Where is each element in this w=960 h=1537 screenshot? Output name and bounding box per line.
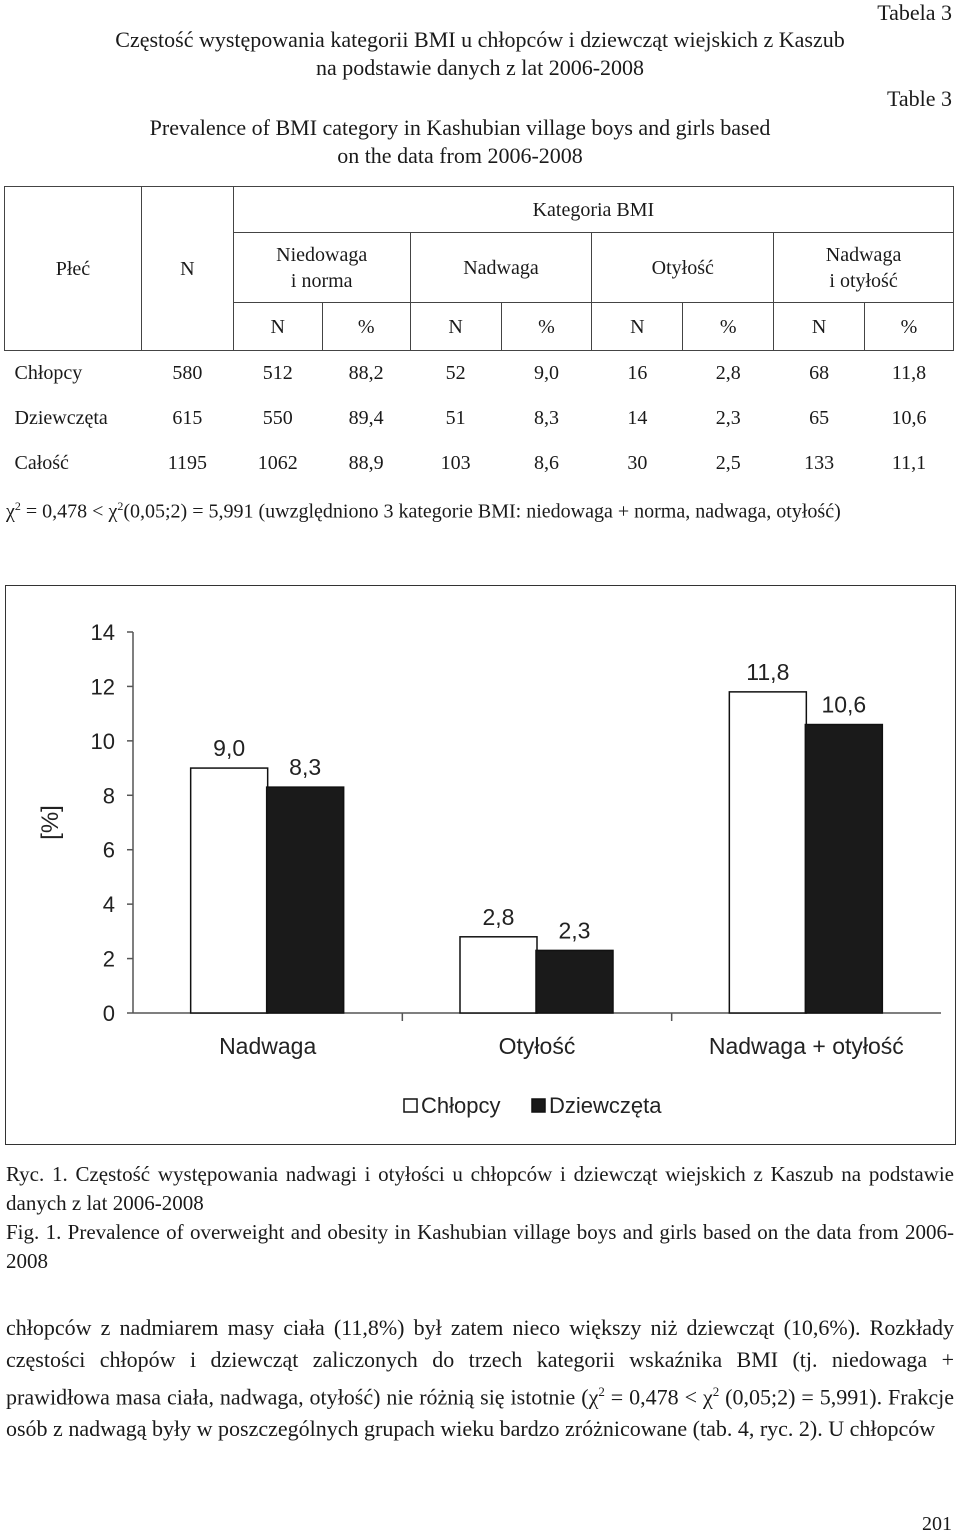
title-pl-line-2: na podstawie danych z lat 2006-2008 <box>315 55 645 80</box>
header-nio-line-1: Nadwaga <box>825 243 902 266</box>
cell: 10,6 <box>891 407 927 429</box>
y-tick-label: 6 <box>102 837 115 863</box>
category-label: Nadwaga + otyłość <box>708 1033 904 1059</box>
sub-n: N <box>233 303 322 351</box>
table-number-en: Table 3 <box>886 86 952 111</box>
header-niedowaga-norma <box>233 233 410 303</box>
chi-symbol: χ <box>6 500 15 523</box>
sub-pct: % <box>501 303 592 351</box>
cell: 133 <box>804 452 835 474</box>
cell: 68 <box>809 362 830 385</box>
y-tick-label: 12 <box>90 674 115 700</box>
header-plec: Płeć <box>5 187 142 351</box>
bar <box>536 950 613 1013</box>
table-row <box>5 351 954 396</box>
category-label: Nadwaga <box>219 1033 317 1059</box>
header-kategoria-bmi: Kategoria BMI <box>233 187 953 233</box>
y-tick-label: 8 <box>102 783 115 809</box>
chi-sup: 2 <box>14 499 21 513</box>
cell: 65 <box>809 407 830 429</box>
data-label: 8,3 <box>289 754 322 781</box>
cell: 89,4 <box>348 407 384 429</box>
bar <box>460 937 537 1013</box>
cell: 580 <box>172 362 203 385</box>
header-niedowaga-line-2: i norma <box>290 269 353 292</box>
data-label: 9,0 <box>213 735 246 762</box>
cell: 512 <box>262 362 293 385</box>
data-label: 2,3 <box>558 917 591 944</box>
cell: 615 <box>172 407 203 429</box>
body-part-2: = 0,478 < <box>604 1384 703 1410</box>
cell: 52 <box>445 362 466 385</box>
row-label: Dziewczęta <box>14 407 108 429</box>
chi-square-note <box>6 492 954 526</box>
cell: 88,9 <box>348 452 384 474</box>
bar <box>191 768 268 1013</box>
cell: 8,3 <box>533 407 559 429</box>
y-tick-label: 2 <box>102 946 115 972</box>
cell: 2,8 <box>715 362 741 385</box>
header-n: N <box>141 187 233 351</box>
caption-en: Fig. 1. Prevalence of overweight and obesity in Kashubian village boys and girls based on the data from 2006-2008 <box>6 1220 954 1273</box>
cell: 1195 <box>167 452 207 474</box>
legend-swatch <box>404 1099 417 1112</box>
body-paragraph <box>6 1312 954 1445</box>
legend-label: Chłopcy <box>421 1093 501 1118</box>
figure-caption <box>6 1160 954 1276</box>
row-label: Całość <box>14 452 69 474</box>
bar-chart <box>6 586 954 1143</box>
chi-sup: 2 <box>598 1384 605 1399</box>
body-part-1: chłopców z nadmiarem masy ciała (11,8%) był zatem nieco większy niż dziewcząt (10,6%). Rozkłady częstości chłopów i dziewcząt zaliczonych do trzech kategorii wskaźnika BMI (tj. niedowaga + prawidłowa masa ciała, nadwaga, otyłość) nie różnią się istotnie ( <box>6 1315 954 1410</box>
cell: 103 <box>440 452 471 474</box>
cell: 88,2 <box>348 362 384 385</box>
table-title-en <box>40 114 880 170</box>
title-pl-line-1: Częstość występowania kategorii BMI u chłopców i dziewcząt wiejskich z Kaszub <box>115 27 845 52</box>
table-row <box>5 396 954 441</box>
table-number-pl: Tabela 3 <box>877 0 952 25</box>
header-otylosc: Otyłość <box>592 233 774 303</box>
header-nadwaga-otylosc <box>774 233 954 303</box>
body-part-3: (0,05;2) = 5,991). Frakcje osób z nadwagą były w poszczególnych grupach wieku bardzo zróżnicowane (tab. 4, ryc. 2). U chłopców <box>6 1384 954 1442</box>
sub-pct: % <box>865 303 954 351</box>
y-tick-label: 0 <box>102 1001 115 1026</box>
caption-pl: Ryc. 1. Częstość występowania nadwagi i otyłości u chłopców i dziewcząt wiejskich z Kaszub na podstawie danych z lat 2006-2008 <box>6 1162 954 1215</box>
y-axis-label: [%] <box>37 805 64 840</box>
header-nadwaga: Nadwaga <box>410 233 592 303</box>
cell: 11,1 <box>891 452 927 474</box>
chi-symbol: χ <box>588 1384 599 1410</box>
data-label: 11,8 <box>746 658 790 685</box>
cell: 550 <box>262 407 293 429</box>
y-tick-label: 14 <box>90 620 115 645</box>
cell: 30 <box>627 452 648 474</box>
header-niedowaga-line-1: Niedowaga <box>276 243 368 266</box>
bar <box>805 725 882 1013</box>
legend-swatch <box>532 1099 545 1112</box>
row-label: Chłopcy <box>14 362 83 385</box>
table-title-pl <box>40 26 920 82</box>
y-tick-label: 10 <box>90 728 115 754</box>
figure-frame <box>5 585 956 1145</box>
sub-n: N <box>592 303 683 351</box>
sub-n: N <box>410 303 501 351</box>
page-number: 201 <box>922 1513 952 1535</box>
cell: 51 <box>445 407 466 429</box>
cell: 2,3 <box>715 407 741 429</box>
table-row <box>5 441 954 486</box>
bar <box>267 787 344 1013</box>
chi-sup: 2 <box>117 499 124 513</box>
legend-label: Dziewczęta <box>549 1093 662 1118</box>
bmi-table <box>4 186 954 486</box>
cell: 2,5 <box>715 452 741 474</box>
chi-part-2: (0,05;2) = 5,991 (uwzględniono 3 kategorie BMI: niedowaga + norma, nadwaga, otyłość) <box>123 500 841 523</box>
title-en-line-2: on the data from 2006-2008 <box>337 143 583 168</box>
sub-pct: % <box>322 303 410 351</box>
header-nio-line-2: i otyłość <box>829 269 898 292</box>
sub-n: N <box>774 303 865 351</box>
cell: 14 <box>627 407 648 429</box>
title-en-line-1: Prevalence of BMI category in Kashubian village boys and girls based <box>149 115 771 140</box>
data-label: 2,8 <box>482 903 515 930</box>
cell: 16 <box>627 362 648 385</box>
category-label: Otyłość <box>498 1033 576 1059</box>
chi-part-1: = 0,478 < <box>20 500 109 523</box>
sub-pct: % <box>683 303 774 351</box>
y-tick-label: 4 <box>102 892 115 918</box>
chi-symbol: χ <box>702 1384 713 1410</box>
cell: 1062 <box>257 452 298 474</box>
chi-sup: 2 <box>712 1384 720 1399</box>
data-label: 10,6 <box>821 691 867 718</box>
cell: 9,0 <box>533 362 559 385</box>
bar <box>729 692 806 1013</box>
chi-symbol: χ <box>108 500 118 523</box>
cell: 8,6 <box>533 452 559 474</box>
cell: 11,8 <box>891 362 927 385</box>
